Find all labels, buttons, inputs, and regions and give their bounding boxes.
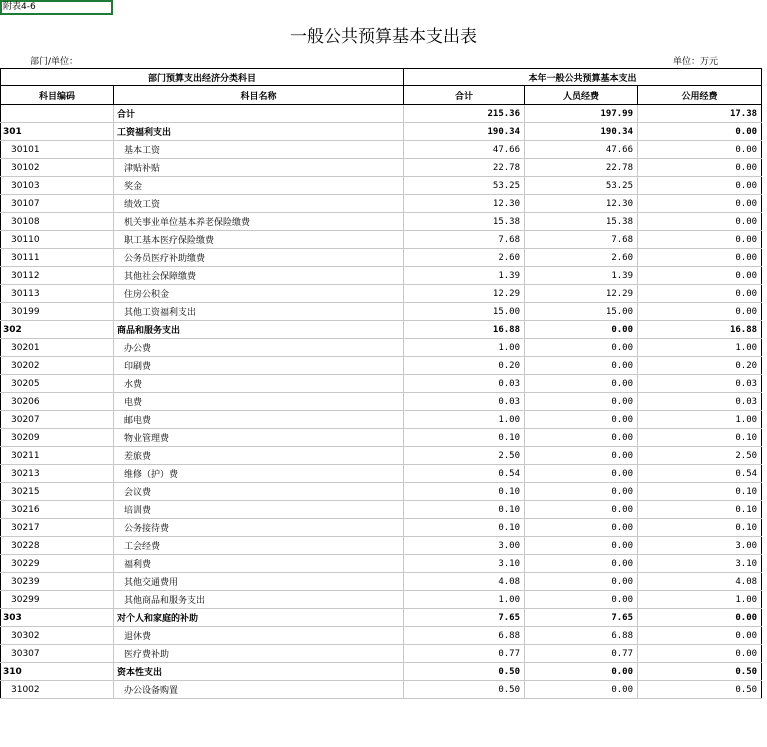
table-row: [1, 663, 762, 681]
cell-name[interactable]: 印刷费: [114, 357, 404, 375]
table-row: [1, 141, 762, 159]
cell-total[interactable]: 0.77: [404, 645, 525, 663]
cell-total[interactable]: 47.66: [404, 141, 525, 159]
cell-code[interactable]: 30201: [1, 339, 114, 357]
cell-name[interactable]: 维修（护）费: [114, 465, 404, 483]
table-row: [1, 375, 762, 393]
cell-name[interactable]: 机关事业单位基本养老保险缴费: [114, 213, 404, 231]
table-row: [1, 645, 762, 663]
cell-public[interactable]: 2.50: [638, 447, 762, 465]
cell-personnel[interactable]: 0.00: [525, 555, 638, 573]
cell-code[interactable]: 30211: [1, 447, 114, 465]
cell-total[interactable]: 15.00: [404, 303, 525, 321]
cell-code[interactable]: 30209: [1, 429, 114, 447]
cell-total[interactable]: 12.29: [404, 285, 525, 303]
cell-name[interactable]: 绩效工资: [114, 195, 404, 213]
cell-code[interactable]: 31002: [1, 681, 114, 699]
table-row: [1, 249, 762, 267]
cell-code[interactable]: 30205: [1, 375, 114, 393]
table-row: [1, 555, 762, 573]
cell-personnel[interactable]: 0.00: [525, 447, 638, 465]
cell-name[interactable]: 对个人和家庭的补助: [114, 609, 404, 627]
cell-total[interactable]: 15.38: [404, 213, 525, 231]
cell-total[interactable]: 3.10: [404, 555, 525, 573]
cell-name[interactable]: 其他工资福利支出: [114, 303, 404, 321]
cell-public[interactable]: 3.10: [638, 555, 762, 573]
cell-personnel[interactable]: 47.66: [525, 141, 638, 159]
cell-code[interactable]: 30113: [1, 285, 114, 303]
cell-code[interactable]: 30108: [1, 213, 114, 231]
cell-total[interactable]: 0.50: [404, 663, 525, 681]
cell-name[interactable]: 商品和服务支出: [114, 321, 404, 339]
cell-total[interactable]: 0.10: [404, 519, 525, 537]
cell-public[interactable]: 1.00: [638, 591, 762, 609]
cell-public[interactable]: 0.00: [638, 123, 762, 141]
cell-total[interactable]: 12.30: [404, 195, 525, 213]
cell-name[interactable]: 基本工资: [114, 141, 404, 159]
budget-table: [0, 68, 762, 699]
table-row: [1, 519, 762, 537]
cell-public[interactable]: 1.00: [638, 339, 762, 357]
cell-personnel[interactable]: 0.77: [525, 645, 638, 663]
cell-total[interactable]: 0.10: [404, 429, 525, 447]
cell-code[interactable]: 30103: [1, 177, 114, 195]
cell-total[interactable]: 0.10: [404, 501, 525, 519]
cell-public[interactable]: 17.38: [638, 105, 762, 123]
cell-public[interactable]: 0.00: [638, 159, 762, 177]
cell-public[interactable]: 0.00: [638, 231, 762, 249]
cell-public[interactable]: 0.10: [638, 501, 762, 519]
table-row: [1, 123, 762, 141]
table-row: [1, 627, 762, 645]
cell-code[interactable]: 30228: [1, 537, 114, 555]
cell-personnel[interactable]: 7.68: [525, 231, 638, 249]
cell-total[interactable]: 0.10: [404, 483, 525, 501]
cell-personnel[interactable]: 22.78: [525, 159, 638, 177]
cell-total[interactable]: 0.54: [404, 465, 525, 483]
cell-personnel[interactable]: 15.38: [525, 213, 638, 231]
cell-name[interactable]: 公务接待费: [114, 519, 404, 537]
cell-name[interactable]: 其他交通费用: [114, 573, 404, 591]
cell-total[interactable]: 6.88: [404, 627, 525, 645]
cell-code[interactable]: [1, 105, 114, 123]
cell-name[interactable]: 医疗费补助: [114, 645, 404, 663]
cell-personnel[interactable]: 0.00: [525, 681, 638, 699]
table-row: [1, 447, 762, 465]
cell-total[interactable]: 7.68: [404, 231, 525, 249]
cell-name[interactable]: 水费: [114, 375, 404, 393]
cell-name[interactable]: 职工基本医疗保险缴费: [114, 231, 404, 249]
cell-code[interactable]: 303: [1, 609, 114, 627]
cell-code[interactable]: 30217: [1, 519, 114, 537]
cell-code[interactable]: 30199: [1, 303, 114, 321]
cell-total[interactable]: 16.88: [404, 321, 525, 339]
cell-name[interactable]: 工资福利支出: [114, 123, 404, 141]
cell-personnel[interactable]: 0.00: [525, 411, 638, 429]
cell-code[interactable]: 30102: [1, 159, 114, 177]
cell-public[interactable]: 0.50: [638, 681, 762, 699]
cell-code[interactable]: 30107: [1, 195, 114, 213]
cell-name[interactable]: 会议费: [114, 483, 404, 501]
cell-total[interactable]: 53.25: [404, 177, 525, 195]
cell-personnel[interactable]: 0.00: [525, 501, 638, 519]
cell-name[interactable]: 合计: [114, 105, 404, 123]
cell-personnel[interactable]: 0.00: [525, 339, 638, 357]
cell-code[interactable]: 301: [1, 123, 114, 141]
cell-total[interactable]: 1.00: [404, 411, 525, 429]
cell-public[interactable]: 0.03: [638, 393, 762, 411]
table-row: [1, 105, 762, 123]
table-body: [1, 105, 762, 699]
cell-total[interactable]: 3.00: [404, 537, 525, 555]
cell-personnel[interactable]: 0.00: [525, 375, 638, 393]
cell-code[interactable]: 30202: [1, 357, 114, 375]
table-row: [1, 339, 762, 357]
cell-total[interactable]: 1.39: [404, 267, 525, 285]
cell-personnel[interactable]: 0.00: [525, 663, 638, 681]
cell-code[interactable]: 30206: [1, 393, 114, 411]
header-personnel: 人员经费: [525, 86, 638, 105]
cell-total[interactable]: 0.20: [404, 357, 525, 375]
cell-personnel[interactable]: 197.99: [525, 105, 638, 123]
cell-name[interactable]: 其他商品和服务支出: [114, 591, 404, 609]
table-row: [1, 357, 762, 375]
cell-name[interactable]: 电费: [114, 393, 404, 411]
cell-public[interactable]: 0.00: [638, 195, 762, 213]
table-row: [1, 483, 762, 501]
cell-name[interactable]: 工会经费: [114, 537, 404, 555]
cell-personnel[interactable]: 0.00: [525, 537, 638, 555]
cell-total[interactable]: 0.50: [404, 681, 525, 699]
table-row: [1, 231, 762, 249]
cell-public[interactable]: 3.00: [638, 537, 762, 555]
cell-personnel[interactable]: 7.65: [525, 609, 638, 627]
cell-name[interactable]: 退休费: [114, 627, 404, 645]
cell-public[interactable]: 0.00: [638, 267, 762, 285]
cell-personnel[interactable]: 0.00: [525, 573, 638, 591]
cell-total[interactable]: 215.36: [404, 105, 525, 123]
cell-public[interactable]: 0.03: [638, 375, 762, 393]
table-row: [1, 681, 762, 699]
cell-name[interactable]: 物业管理费: [114, 429, 404, 447]
header-group-left: 部门预算支出经济分类科目: [1, 69, 404, 86]
table-row: [1, 591, 762, 609]
cell-personnel[interactable]: 0.00: [525, 519, 638, 537]
cell-code[interactable]: 30110: [1, 231, 114, 249]
cell-public[interactable]: 0.10: [638, 519, 762, 537]
table-row: [1, 303, 762, 321]
cell-name[interactable]: 其他社会保障缴费: [114, 267, 404, 285]
cell-public[interactable]: 1.00: [638, 411, 762, 429]
cell-total[interactable]: 1.00: [404, 339, 525, 357]
cell-personnel[interactable]: 0.00: [525, 465, 638, 483]
cell-code[interactable]: 302: [1, 321, 114, 339]
cell-name[interactable]: 邮电费: [114, 411, 404, 429]
cell-total[interactable]: 0.03: [404, 375, 525, 393]
cell-public[interactable]: 0.00: [638, 177, 762, 195]
header-code: 科目编码: [1, 86, 114, 105]
cell-personnel[interactable]: 0.00: [525, 357, 638, 375]
table-row: [1, 285, 762, 303]
cell-public[interactable]: 0.00: [638, 141, 762, 159]
cell-total[interactable]: 1.00: [404, 591, 525, 609]
cell-personnel[interactable]: 53.25: [525, 177, 638, 195]
cell-public[interactable]: 0.00: [638, 609, 762, 627]
cell-personnel[interactable]: 0.00: [525, 321, 638, 339]
table-row: [1, 573, 762, 591]
table-row: [1, 537, 762, 555]
header-group-row: [1, 69, 762, 86]
table-row: [1, 609, 762, 627]
cell-personnel[interactable]: 15.00: [525, 303, 638, 321]
selected-cell-reference[interactable]: 附表4-6: [0, 0, 113, 15]
department-label: 部门/单位：: [30, 57, 79, 67]
cell-code[interactable]: 30229: [1, 555, 114, 573]
cell-total[interactable]: 2.60: [404, 249, 525, 267]
cell-public[interactable]: 0.10: [638, 429, 762, 447]
cell-personnel[interactable]: 0.00: [525, 591, 638, 609]
header-column-row: [1, 86, 762, 105]
cell-name[interactable]: 办公设备购置: [114, 681, 404, 699]
cell-total[interactable]: 7.65: [404, 609, 525, 627]
table-row: [1, 177, 762, 195]
cell-name[interactable]: 福利费: [114, 555, 404, 573]
cell-public[interactable]: 0.50: [638, 663, 762, 681]
cell-public[interactable]: 0.00: [638, 249, 762, 267]
header-group-right: 本年一般公共预算基本支出: [404, 69, 762, 86]
cell-code[interactable]: 30216: [1, 501, 114, 519]
cell-personnel[interactable]: 2.60: [525, 249, 638, 267]
cell-name[interactable]: 住房公积金: [114, 285, 404, 303]
cell-personnel[interactable]: 190.34: [525, 123, 638, 141]
cell-name[interactable]: 差旅费: [114, 447, 404, 465]
cell-public[interactable]: 0.54: [638, 465, 762, 483]
cell-personnel[interactable]: 12.30: [525, 195, 638, 213]
cell-name[interactable]: 资本性支出: [114, 663, 404, 681]
table-row: [1, 429, 762, 447]
cell-public[interactable]: 4.08: [638, 573, 762, 591]
cell-personnel[interactable]: 1.39: [525, 267, 638, 285]
cell-total[interactable]: 0.03: [404, 393, 525, 411]
cell-public[interactable]: 0.00: [638, 213, 762, 231]
cell-code[interactable]: 30207: [1, 411, 114, 429]
cell-name[interactable]: 培训费: [114, 501, 404, 519]
cell-personnel[interactable]: 6.88: [525, 627, 638, 645]
unit-label: 单位：万元: [673, 57, 719, 67]
cell-code[interactable]: 30299: [1, 591, 114, 609]
cell-name[interactable]: 奖金: [114, 177, 404, 195]
cell-code[interactable]: 30111: [1, 249, 114, 267]
page-title: 一般公共预算基本支出表: [290, 27, 477, 47]
table-row: [1, 321, 762, 339]
cell-personnel[interactable]: 0.00: [525, 483, 638, 501]
cell-code[interactable]: 30101: [1, 141, 114, 159]
cell-code[interactable]: 30213: [1, 465, 114, 483]
cell-public[interactable]: 0.00: [638, 645, 762, 663]
cell-code[interactable]: 310: [1, 663, 114, 681]
cell-name[interactable]: 公务员医疗补助缴费: [114, 249, 404, 267]
cell-personnel[interactable]: 0.00: [525, 429, 638, 447]
cell-personnel[interactable]: 12.29: [525, 285, 638, 303]
cell-total[interactable]: 190.34: [404, 123, 525, 141]
table-row: [1, 213, 762, 231]
header-public: 公用经费: [638, 86, 762, 105]
cell-public[interactable]: 0.00: [638, 285, 762, 303]
cell-personnel[interactable]: 0.00: [525, 393, 638, 411]
cell-code[interactable]: 30302: [1, 627, 114, 645]
cell-total[interactable]: 4.08: [404, 573, 525, 591]
table-row: [1, 501, 762, 519]
table-row: [1, 411, 762, 429]
table-row: [1, 195, 762, 213]
cell-name[interactable]: 津贴补贴: [114, 159, 404, 177]
cell-code[interactable]: 30239: [1, 573, 114, 591]
cell-name[interactable]: 办公费: [114, 339, 404, 357]
header-name: 科目名称: [114, 86, 404, 105]
table-row: [1, 465, 762, 483]
cell-code[interactable]: 30112: [1, 267, 114, 285]
cell-code[interactable]: 30215: [1, 483, 114, 501]
cell-total[interactable]: 2.50: [404, 447, 525, 465]
cell-public[interactable]: 0.00: [638, 627, 762, 645]
header-total: 合计: [404, 86, 525, 105]
table-row: [1, 159, 762, 177]
table-row: [1, 267, 762, 285]
cell-code[interactable]: 30307: [1, 645, 114, 663]
cell-public[interactable]: 16.88: [638, 321, 762, 339]
table-row: [1, 393, 762, 411]
cell-public[interactable]: 0.20: [638, 357, 762, 375]
cell-public[interactable]: 0.10: [638, 483, 762, 501]
cell-public[interactable]: 0.00: [638, 303, 762, 321]
cell-total[interactable]: 22.78: [404, 159, 525, 177]
